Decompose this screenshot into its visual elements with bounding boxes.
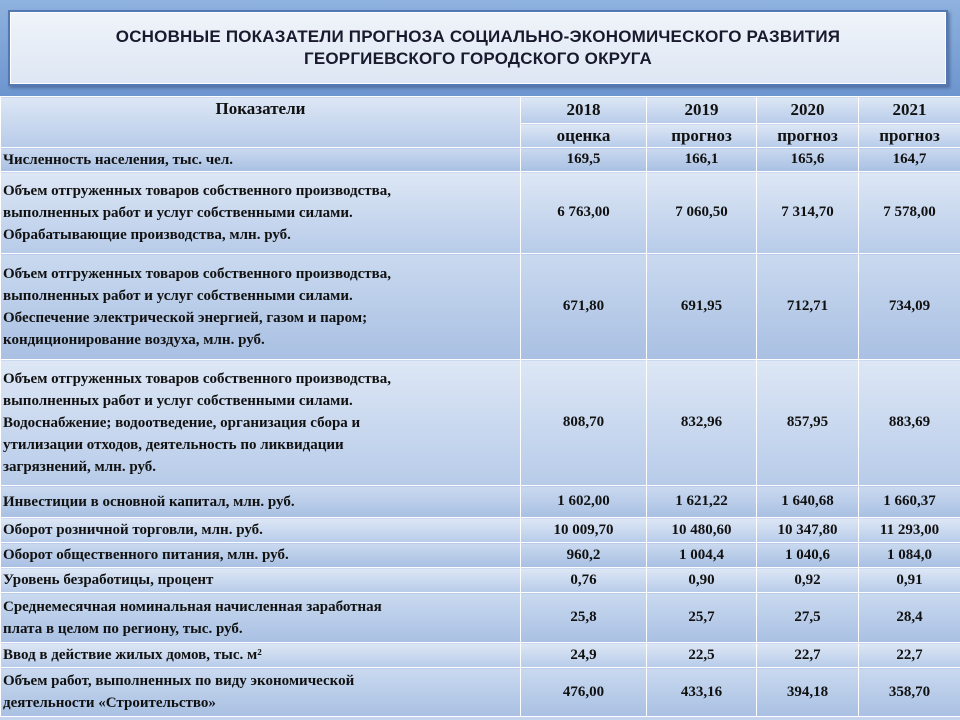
indicator-value: 857,95 [757,360,859,486]
indicator-value: 11 293,00 [859,518,960,543]
indicator-value: 169,5 [521,148,647,172]
indicator-value: 22,5 [647,643,757,668]
indicator-value: 832,96 [647,360,757,486]
indicator-value: 808,70 [521,360,647,486]
indicator-value: 734,09 [859,254,960,360]
table-row [1,148,960,172]
indicator-name-line: выполненных работ и услуг собственными силами. [3,392,353,409]
indicator-name-line: Объем отгруженных товаров собственного производства, [3,370,391,387]
table-row [1,518,960,543]
header-indicator: Показатели [1,97,521,148]
indicator-name-line: Инвестиции в основной капитал, млн. руб. [3,493,295,510]
indicator-name-line: Среднемесячная номинальная начисленная заработная [3,598,382,615]
indicator-name [1,668,521,717]
header-year: 2018 [521,97,647,124]
indicator-name [1,643,521,668]
indicator-value: 7 314,70 [757,172,859,254]
indicator-value: 433,16 [647,668,757,717]
indicator-name [1,593,521,643]
table-row [1,172,960,254]
indicator-value: 10 480,60 [647,518,757,543]
title-line-1: ОСНОВНЫЕ ПОКАЗАТЕЛИ ПРОГНОЗА СОЦИАЛЬНО-ЭКОНОМИЧЕСКОГО РАЗВИТИЯ [115,27,841,46]
indicator-value: 691,95 [647,254,757,360]
header-type: оценка [521,124,647,148]
indicator-name-line: Объем работ, выполненных по виду экономической [3,673,355,689]
indicator-value: 25,8 [521,593,647,643]
indicator-value: 7 578,00 [859,172,960,254]
indicator-value: 1 040,6 [757,543,859,568]
indicator-name-line: Обеспечение электрической энергией, газом и паром; [3,309,368,326]
table-row [1,593,960,643]
indicator-value: 27,5 [757,593,859,643]
indicator-value: 476,00 [521,668,647,717]
header-type: прогноз [859,124,960,148]
title-line-2: ГЕОРГИЕВСКОГО ГОРОДСКОГО ОКРУГА [303,49,653,68]
indicator-value: 6 763,00 [521,172,647,254]
indicator-value: 25,7 [647,593,757,643]
indicator-value: 0,76 [521,568,647,593]
indicator-name-line: выполненных работ и услуг собственными силами. [3,287,353,304]
indicator-name-line: Обрабатывающие производства, млн. руб. [3,226,291,243]
indicator-name-line: выполненных работ и услуг собственными силами. [3,204,353,221]
header-row-years [1,97,960,124]
indicators-table [0,96,960,717]
table-row [1,668,960,717]
indicator-value: 0,91 [859,568,960,593]
indicator-value: 22,7 [757,643,859,668]
table-body [1,148,960,717]
table-row [1,543,960,568]
table-row [1,254,960,360]
indicator-value: 1 660,37 [859,486,960,518]
header-year: 2021 [859,97,960,124]
indicator-name-line: Ввод в действие жилых домов, тыс. м² [3,647,262,663]
indicator-value: 960,2 [521,543,647,568]
table-row [1,643,960,668]
indicator-value: 712,71 [757,254,859,360]
table-row [1,486,960,518]
indicator-name-line: плата в целом по региону, тыс. руб. [3,620,243,637]
indicator-name-line: Водоснабжение; водоотведение, организация сбора и [3,414,361,431]
header-type: прогноз [647,124,757,148]
indicator-value: 165,6 [757,148,859,172]
indicator-value: 10 009,70 [521,518,647,543]
indicator-name-line: Численность населения, тыс. чел. [3,151,234,168]
header-year: 2019 [647,97,757,124]
indicator-value: 10 347,80 [757,518,859,543]
indicator-name [1,172,521,254]
title-banner [0,0,960,96]
indicator-name [1,148,521,172]
indicator-value: 1 602,00 [521,486,647,518]
indicator-name-line: загрязнений, млн. руб. [3,458,157,475]
indicator-name [1,568,521,593]
header-type: прогноз [757,124,859,148]
indicator-value: 671,80 [521,254,647,360]
indicator-value: 22,7 [859,643,960,668]
indicator-value: 394,18 [757,668,859,717]
indicator-value: 1 621,22 [647,486,757,518]
indicator-name [1,360,521,486]
indicator-name [1,486,521,518]
indicator-value: 28,4 [859,593,960,643]
indicator-name-line: утилизации отходов, деятельность по ликвидации [3,436,344,453]
indicator-value: 358,70 [859,668,960,717]
indicator-name-line: Объем отгруженных товаров собственного производства, [3,182,391,199]
indicator-value: 1 640,68 [757,486,859,518]
indicator-name-line: кондиционирование воздуха, млн. руб. [3,331,265,348]
indicator-value: 1 004,4 [647,543,757,568]
indicator-value: 164,7 [859,148,960,172]
indicator-name-line: Объем отгруженных товаров собственного производства, [3,265,391,282]
indicator-name-line: деятельности «Строительство» [3,695,216,711]
indicator-value: 0,90 [647,568,757,593]
indicator-value: 883,69 [859,360,960,486]
indicator-value: 1 084,0 [859,543,960,568]
table-row [1,360,960,486]
header-year: 2020 [757,97,859,124]
indicator-value: 166,1 [647,148,757,172]
indicator-name [1,543,521,568]
indicator-value: 0,92 [757,568,859,593]
indicator-name-line: Оборот розничной торговли, млн. руб. [3,522,263,538]
title-box [8,10,948,86]
indicator-name [1,254,521,360]
indicator-name-line: Оборот общественного питания, млн. руб. [3,547,289,563]
indicator-name [1,518,521,543]
indicator-value: 24,9 [521,643,647,668]
table-row [1,568,960,593]
indicator-name-line: Уровень безработицы, процент [3,572,214,588]
indicator-value: 7 060,50 [647,172,757,254]
